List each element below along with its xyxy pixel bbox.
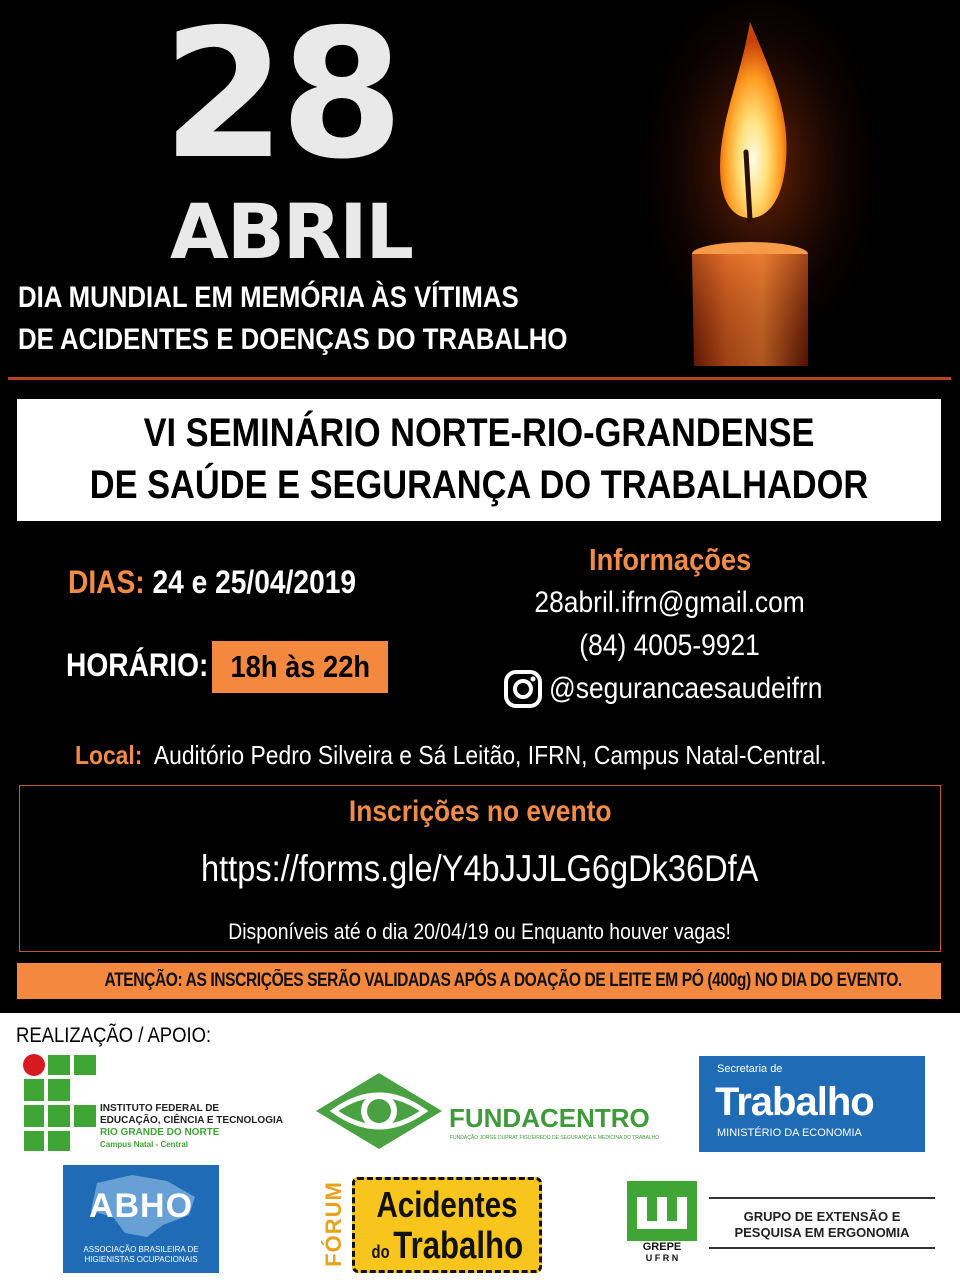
grepe-name: GREPE	[642, 1241, 682, 1253]
days-row	[68, 562, 356, 602]
registration-title: Inscrições no evento	[348, 795, 612, 828]
forum-line-1: Acidentes	[376, 1184, 518, 1225]
days-value: 24 e 25/04/2019	[152, 564, 357, 600]
grepe-sub: U F R N	[645, 1253, 679, 1263]
logo-fundacentro	[314, 1071, 664, 1151]
location-value: Auditório Pedro Silveira e Sá Leitão, IFRN, Campus Natal-Central.	[153, 740, 827, 770]
forum-line-2-wrap	[372, 1226, 523, 1266]
attention-banner: ATENÇÃO: AS INSCRIÇÕES SERÃO VALIDADAS APÓS A DOAÇÃO DE LEITE EM PÓ (400g) NO DIA DO EVENTO.	[17, 963, 941, 999]
hour-value: 18h às 22h	[230, 649, 370, 684]
registration-link[interactable]: https://forms.gle/Y4bJJJLG6gDk36DfA	[201, 848, 759, 889]
info-phone: (84) 4005-9921	[579, 629, 761, 662]
fundacentro-emblem-icon	[314, 1071, 444, 1151]
hour-label: HORÁRIO:	[66, 647, 209, 683]
fundacentro-tagline: FUNDAÇÃO JORGE DUPRAT FIGUEIREDO DE SEGURANÇA E MEDICINA DO TRABALHO	[450, 1135, 660, 1141]
grepe-text: GRUPO DE EXTENSÃO E PESQUISA EM ERGONOMIA	[734, 1209, 910, 1240]
sponsors-label: REALIZAÇÃO / APOIO:	[16, 1024, 212, 1047]
forum-line-2: Trabalho	[393, 1225, 524, 1267]
instagram-icon	[503, 669, 543, 709]
abho-text: ASSOCIAÇÃO BRASILEIRA DE HIGIENISTAS OCUPACIONAIS	[83, 1245, 199, 1264]
seminar-title-line-2: DE SAÚDE E SEGURANÇA DO TRABALHADOR	[89, 463, 869, 507]
logo-forum-acidentes	[320, 1175, 546, 1275]
grepe-rule-bottom	[709, 1247, 935, 1249]
logo-abho	[63, 1165, 219, 1273]
forum-badge	[352, 1177, 542, 1273]
trabalho-big: Trabalho	[715, 1080, 874, 1124]
abho-name: ABHO	[88, 1187, 194, 1225]
seminar-title-box	[17, 399, 941, 521]
seminar-title-line-1: VI SEMINÁRIO NORTE-RIO-GRANDENSE	[143, 411, 815, 455]
fundacentro-name: FUNDACENTRO	[449, 1103, 650, 1133]
subtitle-line-2: DE ACIDENTES E DOENÇAS DO TRABALHO	[18, 323, 568, 356]
logo-ifrn	[22, 1053, 282, 1153]
location-label: Local:	[75, 740, 143, 770]
hour-badge	[212, 641, 388, 693]
ifrn-grid-icon	[22, 1053, 98, 1153]
big-date-number: 28	[162, 0, 398, 198]
forum-do: do	[371, 1242, 390, 1262]
days-label: DIAS:	[68, 564, 145, 600]
ifrn-text: INSTITUTO FEDERAL DE EDUCAÇÃO, CIÊNCIA E TECNOLOGIA RIO GRANDE DO NORTE Campus Natal - Central	[100, 1103, 283, 1149]
info-instagram[interactable]: @segurancaesaudeifrn	[549, 672, 823, 705]
big-date-month: ABRIL	[170, 187, 412, 276]
trabalho-sub: MINISTÉRIO DA ECONOMIA	[717, 1127, 862, 1139]
sponsors-footer	[0, 1013, 960, 1280]
forum-vertical-text: FÓRUM	[321, 1181, 346, 1267]
grepe-rule-top	[709, 1197, 935, 1199]
logo-grepe	[627, 1181, 937, 1280]
grepe-emblem-icon	[627, 1181, 697, 1241]
info-email[interactable]: 28abril.ifrn@gmail.com	[534, 586, 806, 619]
header-divider	[8, 377, 951, 380]
registration-note: Disponíveis até o dia 20/04/19 ou Enquanto houver vagas!	[228, 919, 732, 944]
subtitle-line-1: DIA MUNDIAL EM MEMÓRIA ÀS VÍTIMAS	[18, 281, 519, 314]
logo-secretaria-trabalho	[699, 1056, 925, 1152]
candle-illustration	[640, 0, 880, 372]
trabalho-small: Secretaria de	[717, 1063, 783, 1075]
location-row	[75, 738, 827, 772]
info-title: Informações	[588, 542, 752, 577]
